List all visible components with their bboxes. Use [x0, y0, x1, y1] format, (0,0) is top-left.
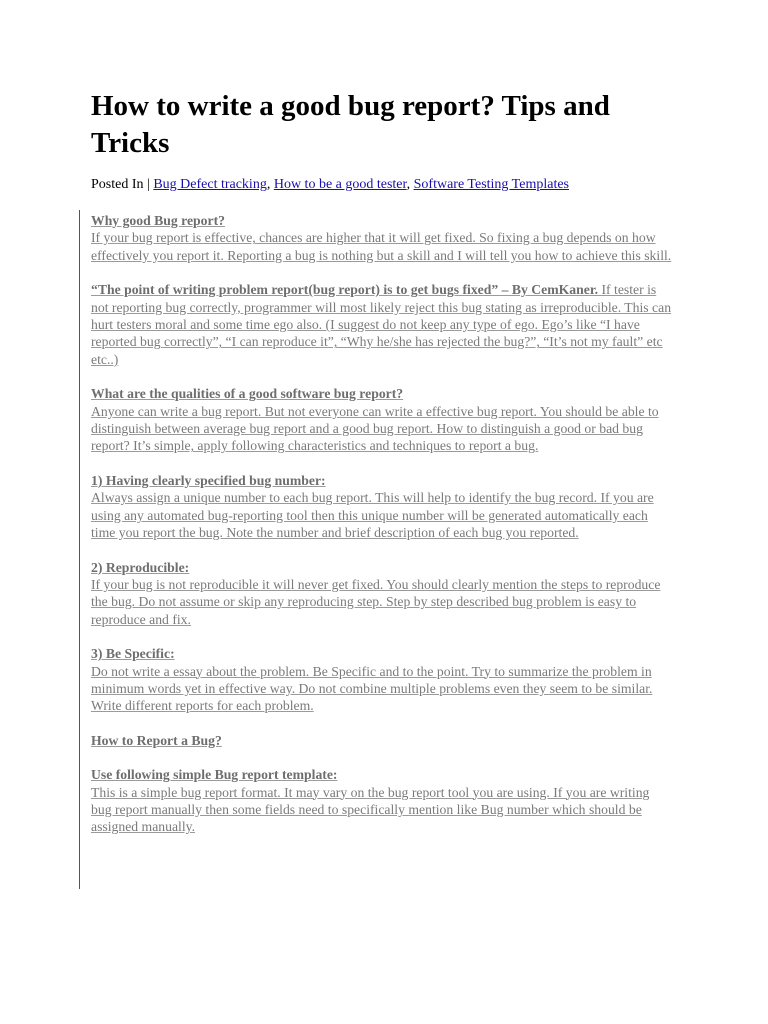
section-bug-number [91, 472, 673, 542]
category-link-software-testing-templates[interactable]: Software Testing Templates [413, 177, 570, 192]
section-heading: Why good Bug report? [91, 213, 225, 228]
section-heading: “The point of writing problem report(bug report) is to get bugs fixed” – By CemKaner. [91, 282, 599, 298]
section-text: If your bug is not reproducible it will never get fixed. You should clearly mention the steps to reproduce the bug. Do not assume or skip any reproducing step. Step by step described bug problem is easy to reproduce and fix. [91, 576, 661, 627]
section-template [91, 766, 673, 836]
section-how-to-report [91, 732, 673, 749]
section-text: Anyone can write a bug report. But not everyone can write a effective bug report. You should be able to distinguish between average bug report and a good bug report. How to distinguish a good or bad bug report? It’s simple, apply following characteristics and techniques to report a bug. [91, 403, 659, 454]
section-be-specific [91, 645, 673, 715]
category-link-how-to-be-a-good-tester[interactable]: How to be a good tester [273, 177, 407, 192]
section-heading: How to Report a Bug? [91, 732, 222, 748]
section-heading: What are the qualities of a good software bug report? [91, 386, 404, 402]
section-text: Always assign a unique number to each bug report. This will help to identify the bug record. If you are using any automated bug-reporting tool then this unique number will be generated automatically each time you report the bug. Note the number and brief description of each bug you reported. [91, 490, 654, 541]
section-cemkaner-quote [91, 281, 673, 368]
section-qualities [91, 385, 673, 455]
posted-in-line [91, 176, 569, 194]
article-body [91, 212, 673, 853]
section-heading: Use following simple Bug report template: [91, 767, 338, 783]
separator: , [406, 177, 414, 192]
section-text: If tester is not reporting bug correctly, programmer will most likely reject this bug stating as irreproducible. This can hurt testers moral and some time ego also. (I suggest do not keep any type of ego. Ego’s like “I have reported bug correctly”, “I can reproduce it”, “Why he/she has rejected the bug?”, “It’s not my fault” etc etc..) [91, 282, 672, 367]
category-link-bug-defect-tracking[interactable]: Bug Defect tracking [153, 177, 267, 192]
section-text: This is a simple bug report format. It may vary on the bug report tool you are using. If you are writing bug report manually then some fields need to specifically mention like Bug number which should be assigned manually. [91, 784, 650, 835]
section-reproducible [91, 559, 673, 629]
section-heading: 1) Having clearly specified bug number: [91, 472, 326, 488]
separator: , [266, 177, 274, 192]
page-title: How to write a good bug report? Tips and Tricks [91, 90, 610, 159]
section-text: Do not write a essay about the problem. Be Specific and to the point. Try to summarize the problem in minimum words yet in effective way. Do not combine multiple problems even they seem to be similar. Write different reports for each problem. [91, 663, 653, 714]
section-heading: 3) Be Specific: [91, 646, 175, 662]
section-why-good-bug-report [91, 212, 673, 264]
quote-bar [79, 210, 80, 889]
posted-in-label: Posted In | [91, 177, 154, 192]
section-heading: 2) Reproducible: [91, 559, 190, 575]
section-text: If your bug report is effective, chances are higher that it will get fixed. So fixing a bug depends on how effectively you report it. Reporting a bug is nothing but a skill and I will tell you how to achieve this skill. [91, 230, 672, 263]
